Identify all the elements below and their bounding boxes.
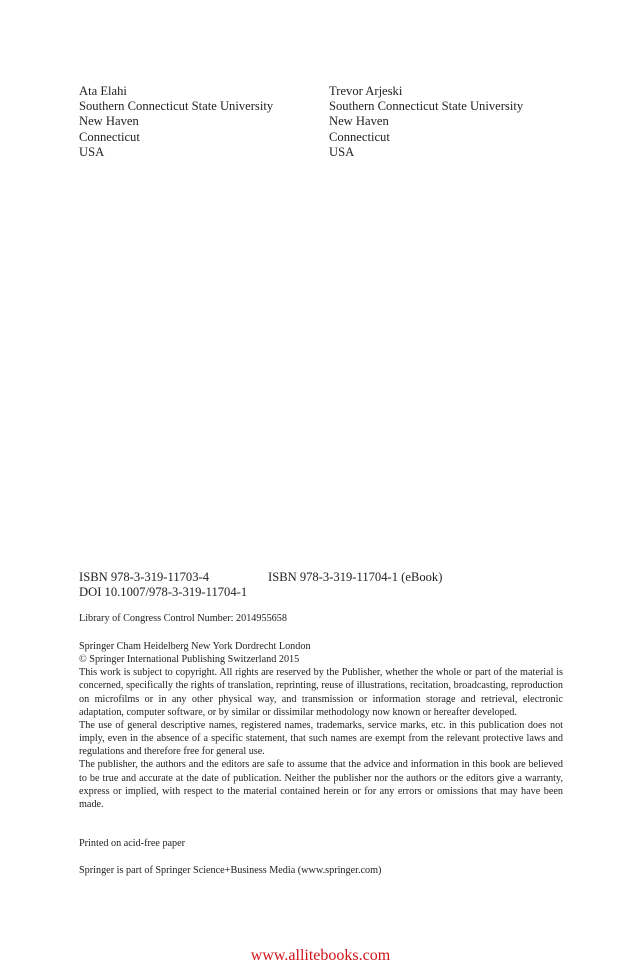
author-city: New Haven [329,114,389,129]
author-block-arjeski [329,84,523,160]
author-city: New Haven [79,114,139,129]
copyright-notice: This work is subject to copyright. All rights are reserved by the Publisher, whether the whole or part of the material is concerned, specifically the rights of translation, reprinting, reuse of illustrations, recitation, broadcasting, reproduction on microfilms or in any other physical way, and transmission or information storage and retrieval, electronic adaptation, computer software, or by similar or dissimilar methodology now known or hereafter developed. [79,667,563,718]
printed-on-paper: Printed on acid-free paper [79,838,186,849]
isbn-print: ISBN 978-3-319-11703-4 [79,570,210,584]
author-affiliation: Southern Connecticut State University [329,99,524,114]
disclaimer-notice: The publisher, the authors and the editors are safe to assume that the advice and information in this book are believed to be true and accurate at the date of publication. Neither the publisher nor the authors or the editors give a warranty, express or implied, with respect to the material contained herein or for any errors or omissions that may have been made. [79,759,563,810]
publisher-cities: Springer Cham Heidelberg New York Dordrecht London [79,641,311,652]
author-affiliation: Southern Connecticut State University [79,99,274,114]
author-block-elahi [79,84,273,160]
author-name: Trevor Arjeski [329,84,403,98]
copyright-line: © Springer International Publishing Switzerland 2015 [79,654,300,666]
trademark-notice: The use of general descriptive names, registered names, trademarks, service marks, etc. in this publication does not imply, even in the absence of a specific statement, that such names are exempt from the relevant protective laws and regulations and therefore free for general use. [79,719,563,758]
isbn-row [79,570,559,585]
author-state: Connecticut [329,129,390,144]
springer-part-of: Springer is part of Springer Science+Business Media (www.springer.com) [79,865,382,876]
author-state: Connecticut [79,129,140,144]
library-of-congress-number: Library of Congress Control Number: 2014955658 [79,613,287,624]
doi: DOI 10.1007/978-3-319-11704-1 [79,585,248,599]
legal-notices [79,640,563,811]
author-country: USA [329,144,355,159]
watermark-link[interactable]: www.allitebooks.com [250,947,391,964]
author-country: USA [79,144,105,159]
isbn-ebook: ISBN 978-3-319-11704-1 (eBook) [268,570,443,584]
author-name: Ata Elahi [79,84,127,98]
